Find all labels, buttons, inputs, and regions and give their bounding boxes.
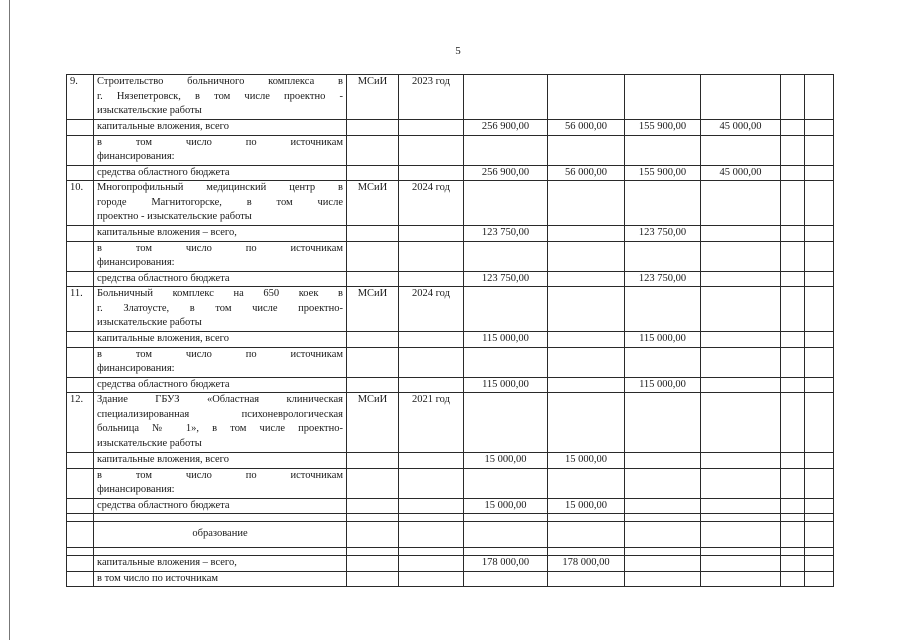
table-row <box>67 226 834 242</box>
empty-cell <box>347 548 399 556</box>
empty-cell <box>781 332 805 348</box>
empty-cell <box>67 271 94 287</box>
amount-year-3 <box>701 498 781 514</box>
executor-cell: МСиИ <box>347 75 399 120</box>
empty-cell <box>67 548 94 556</box>
empty-cell <box>805 571 834 587</box>
empty-cell <box>464 548 548 556</box>
executor-cell: МСиИ <box>347 393 399 453</box>
empty-cell <box>347 377 399 393</box>
empty-cell <box>625 241 701 271</box>
empty-cell <box>347 347 399 377</box>
empty-cell <box>464 514 548 522</box>
empty-cell <box>701 571 781 587</box>
empty-cell <box>548 287 625 332</box>
amount-year-1: 56 000,00 <box>548 120 625 136</box>
empty-cell <box>67 241 94 271</box>
amount-year-2: 155 900,00 <box>625 120 701 136</box>
empty-cell <box>347 522 399 548</box>
empty-cell <box>67 226 94 242</box>
empty-cell <box>781 241 805 271</box>
table-row <box>67 548 834 556</box>
table-row <box>67 377 834 393</box>
item-number: 10. <box>67 181 94 226</box>
empty-cell <box>548 241 625 271</box>
funding-sources-label <box>94 347 347 377</box>
empty-cell <box>67 556 94 572</box>
description-line: городе Магнитогорске, в том числе <box>97 196 343 208</box>
description-line: г. Нязепетровск, в том числе проектно - <box>97 90 343 102</box>
amount-year-2 <box>625 556 701 572</box>
empty-cell <box>701 468 781 498</box>
executor-cell: МСиИ <box>347 287 399 332</box>
empty-cell <box>347 241 399 271</box>
row-label: капитальные вложения, всего <box>94 453 347 469</box>
empty-cell <box>548 514 625 522</box>
empty-cell <box>781 271 805 287</box>
empty-cell <box>399 468 464 498</box>
empty-cell <box>67 347 94 377</box>
empty-cell <box>805 522 834 548</box>
amount-total: 123 750,00 <box>464 226 548 242</box>
empty-cell <box>805 165 834 181</box>
empty-cell <box>781 393 805 453</box>
item-number: 11. <box>67 287 94 332</box>
description-line: в том число по источникам <box>97 136 343 148</box>
empty-cell <box>548 548 625 556</box>
empty-cell <box>347 453 399 469</box>
amount-year-1: 178 000,00 <box>548 556 625 572</box>
description-line: Строительство больничного комплекса в <box>97 76 343 87</box>
empty-cell <box>347 514 399 522</box>
table-row <box>67 468 834 498</box>
amount-year-1 <box>548 271 625 287</box>
empty-cell <box>805 548 834 556</box>
empty-cell <box>347 571 399 587</box>
empty-cell <box>701 181 781 226</box>
amount-year-2: 123 750,00 <box>625 271 701 287</box>
empty-cell <box>399 377 464 393</box>
empty-cell <box>399 548 464 556</box>
year-cell: 2024 год <box>399 181 464 226</box>
empty-cell <box>625 393 701 453</box>
empty-cell <box>805 75 834 120</box>
empty-cell <box>67 514 94 522</box>
description-line: Многопрофильный медицинский центр в <box>97 182 343 193</box>
table-row <box>67 135 834 165</box>
table-row <box>67 556 834 572</box>
empty-cell <box>464 393 548 453</box>
item-description <box>94 287 347 332</box>
empty-cell <box>805 393 834 453</box>
amount-year-3: 45 000,00 <box>701 120 781 136</box>
empty-cell <box>805 514 834 522</box>
empty-cell <box>347 468 399 498</box>
empty-cell <box>781 453 805 469</box>
year-cell: 2023 год <box>399 75 464 120</box>
empty-cell <box>94 514 347 522</box>
amount-year-1: 15 000,00 <box>548 498 625 514</box>
item-description <box>94 181 347 226</box>
empty-cell <box>625 571 701 587</box>
row-label: средства областного бюджета <box>94 377 347 393</box>
empty-cell <box>67 453 94 469</box>
amount-year-1: 15 000,00 <box>548 453 625 469</box>
year-cell: 2021 год <box>399 393 464 453</box>
amount-year-2: 155 900,00 <box>625 165 701 181</box>
table-row <box>67 514 834 522</box>
empty-cell <box>701 135 781 165</box>
table-row <box>67 75 834 120</box>
empty-cell <box>67 332 94 348</box>
table-row <box>67 241 834 271</box>
table-row <box>67 271 834 287</box>
description-line: изыскательские работы <box>97 105 202 116</box>
empty-cell <box>548 571 625 587</box>
empty-cell <box>781 120 805 136</box>
description-line: изыскательские работы <box>97 437 202 449</box>
empty-cell <box>67 522 94 548</box>
empty-cell <box>399 120 464 136</box>
empty-cell <box>701 514 781 522</box>
empty-cell <box>67 135 94 165</box>
page-number: 5 <box>455 45 461 57</box>
amount-year-2 <box>625 453 701 469</box>
empty-cell <box>781 135 805 165</box>
empty-cell <box>781 75 805 120</box>
table-row <box>67 498 834 514</box>
amount-year-1 <box>548 377 625 393</box>
empty-cell <box>347 120 399 136</box>
table-row <box>67 181 834 226</box>
empty-cell <box>781 556 805 572</box>
row-label: капитальные вложения, всего <box>94 120 347 136</box>
description-line: Здание ГБУЗ «Областная клиническая <box>97 394 343 405</box>
amount-year-2: 123 750,00 <box>625 226 701 242</box>
table-row <box>67 522 834 548</box>
empty-cell <box>67 165 94 181</box>
empty-cell <box>805 226 834 242</box>
amount-year-2: 115 000,00 <box>625 377 701 393</box>
empty-cell <box>805 468 834 498</box>
amount-total: 178 000,00 <box>464 556 548 572</box>
item-description <box>94 75 347 120</box>
empty-cell <box>67 377 94 393</box>
empty-cell <box>399 571 464 587</box>
row-label: средства областного бюджета <box>94 165 347 181</box>
empty-cell <box>701 347 781 377</box>
description-line: финансирования: <box>97 257 175 268</box>
empty-cell <box>625 347 701 377</box>
executor-cell: МСиИ <box>347 181 399 226</box>
amount-total: 15 000,00 <box>464 453 548 469</box>
funding-sources-label <box>94 468 347 498</box>
empty-cell <box>805 271 834 287</box>
empty-cell <box>464 241 548 271</box>
empty-cell <box>548 347 625 377</box>
empty-cell <box>399 332 464 348</box>
empty-cell <box>781 287 805 332</box>
empty-cell <box>625 514 701 522</box>
amount-total: 256 900,00 <box>464 120 548 136</box>
table-row <box>67 332 834 348</box>
table-row <box>67 393 834 453</box>
description-line: проектно - изыскательские работы <box>97 211 252 222</box>
amount-year-3 <box>701 377 781 393</box>
empty-cell <box>805 347 834 377</box>
amount-year-3: 45 000,00 <box>701 165 781 181</box>
amount-year-2 <box>625 498 701 514</box>
empty-cell <box>399 347 464 377</box>
table-row <box>67 287 834 332</box>
empty-cell <box>625 75 701 120</box>
empty-cell <box>399 226 464 242</box>
year-cell: 2024 год <box>399 287 464 332</box>
amount-year-3 <box>701 453 781 469</box>
empty-cell <box>399 514 464 522</box>
empty-cell <box>67 571 94 587</box>
row-label: средства областного бюджета <box>94 271 347 287</box>
empty-cell <box>94 548 347 556</box>
description-line: финансирования: <box>97 363 175 374</box>
description-line: в том число по источникам <box>97 572 218 584</box>
empty-cell <box>805 332 834 348</box>
amount-year-1 <box>548 332 625 348</box>
empty-cell <box>625 181 701 226</box>
description-line: больница № 1», в том числе проектно- <box>97 423 343 434</box>
page-left-edge <box>9 0 10 640</box>
empty-cell <box>625 287 701 332</box>
funding-sources-label <box>94 241 347 271</box>
empty-cell <box>781 522 805 548</box>
empty-cell <box>67 498 94 514</box>
empty-cell <box>781 498 805 514</box>
empty-cell <box>464 287 548 332</box>
amount-total: 115 000,00 <box>464 377 548 393</box>
row-label: капитальные вложения – всего, <box>94 556 347 572</box>
empty-cell <box>805 287 834 332</box>
empty-cell <box>347 498 399 514</box>
empty-cell <box>701 287 781 332</box>
empty-cell <box>781 377 805 393</box>
empty-cell <box>781 165 805 181</box>
row-label: капитальные вложения – всего, <box>94 226 347 242</box>
table-row <box>67 165 834 181</box>
empty-cell <box>347 271 399 287</box>
amount-year-3 <box>701 556 781 572</box>
empty-cell <box>399 135 464 165</box>
empty-cell <box>464 468 548 498</box>
empty-cell <box>464 522 548 548</box>
amount-year-3 <box>701 332 781 348</box>
item-number: 9. <box>67 75 94 120</box>
empty-cell <box>701 548 781 556</box>
empty-cell <box>701 522 781 548</box>
empty-cell <box>399 271 464 287</box>
section-title: образование <box>94 522 347 548</box>
empty-cell <box>625 135 701 165</box>
amount-year-2: 115 000,00 <box>625 332 701 348</box>
empty-cell <box>805 181 834 226</box>
description-line: специализированная психоневрологическая <box>97 408 343 420</box>
empty-cell <box>781 226 805 242</box>
amount-year-3 <box>701 226 781 242</box>
empty-cell <box>67 468 94 498</box>
empty-cell <box>67 120 94 136</box>
empty-cell <box>548 393 625 453</box>
empty-cell <box>701 75 781 120</box>
description-line: в том число по источникам <box>97 348 343 360</box>
amount-total: 15 000,00 <box>464 498 548 514</box>
empty-cell <box>464 347 548 377</box>
description-line: изыскательские работы <box>97 317 202 328</box>
amount-total: 115 000,00 <box>464 332 548 348</box>
empty-cell <box>781 347 805 377</box>
empty-cell <box>781 514 805 522</box>
description-line: в том число по источникам <box>97 469 343 481</box>
empty-cell <box>701 393 781 453</box>
description-line: Больничный комплекс на 650 коек в <box>97 288 343 299</box>
table-row <box>67 571 834 587</box>
empty-cell <box>464 571 548 587</box>
empty-cell <box>464 135 548 165</box>
amount-year-3 <box>701 271 781 287</box>
funding-sources-label <box>94 135 347 165</box>
empty-cell <box>805 453 834 469</box>
empty-cell <box>625 468 701 498</box>
empty-cell <box>464 75 548 120</box>
amount-year-1 <box>548 226 625 242</box>
empty-cell <box>548 75 625 120</box>
table-row <box>67 120 834 136</box>
empty-cell <box>548 522 625 548</box>
description-line: финансирования: <box>97 484 175 495</box>
empty-cell <box>399 556 464 572</box>
empty-cell <box>781 181 805 226</box>
funding-sources-label <box>94 571 347 587</box>
empty-cell <box>805 377 834 393</box>
empty-cell <box>347 556 399 572</box>
empty-cell <box>347 165 399 181</box>
table-row <box>67 347 834 377</box>
empty-cell <box>781 548 805 556</box>
empty-cell <box>548 135 625 165</box>
empty-cell <box>625 522 701 548</box>
empty-cell <box>805 135 834 165</box>
empty-cell <box>399 241 464 271</box>
empty-cell <box>347 226 399 242</box>
empty-cell <box>347 135 399 165</box>
empty-cell <box>805 556 834 572</box>
empty-cell <box>399 522 464 548</box>
empty-cell <box>548 468 625 498</box>
description-line: в том число по источникам <box>97 242 343 254</box>
empty-cell <box>701 241 781 271</box>
description-line: финансирования: <box>97 151 175 162</box>
empty-cell <box>805 498 834 514</box>
empty-cell <box>464 181 548 226</box>
empty-cell <box>625 548 701 556</box>
empty-cell <box>805 120 834 136</box>
empty-cell <box>781 468 805 498</box>
amount-year-1: 56 000,00 <box>548 165 625 181</box>
amount-total: 256 900,00 <box>464 165 548 181</box>
empty-cell <box>399 453 464 469</box>
empty-cell <box>781 571 805 587</box>
empty-cell <box>399 498 464 514</box>
empty-cell <box>548 181 625 226</box>
row-label: средства областного бюджета <box>94 498 347 514</box>
item-number: 12. <box>67 393 94 453</box>
budget-table <box>66 74 834 587</box>
description-line: г. Златоусте, в том числе проектно- <box>97 302 343 314</box>
empty-cell <box>399 165 464 181</box>
row-label: капитальные вложения, всего <box>94 332 347 348</box>
item-description <box>94 393 347 453</box>
empty-cell <box>347 332 399 348</box>
empty-cell <box>805 241 834 271</box>
amount-total: 123 750,00 <box>464 271 548 287</box>
table-row <box>67 453 834 469</box>
